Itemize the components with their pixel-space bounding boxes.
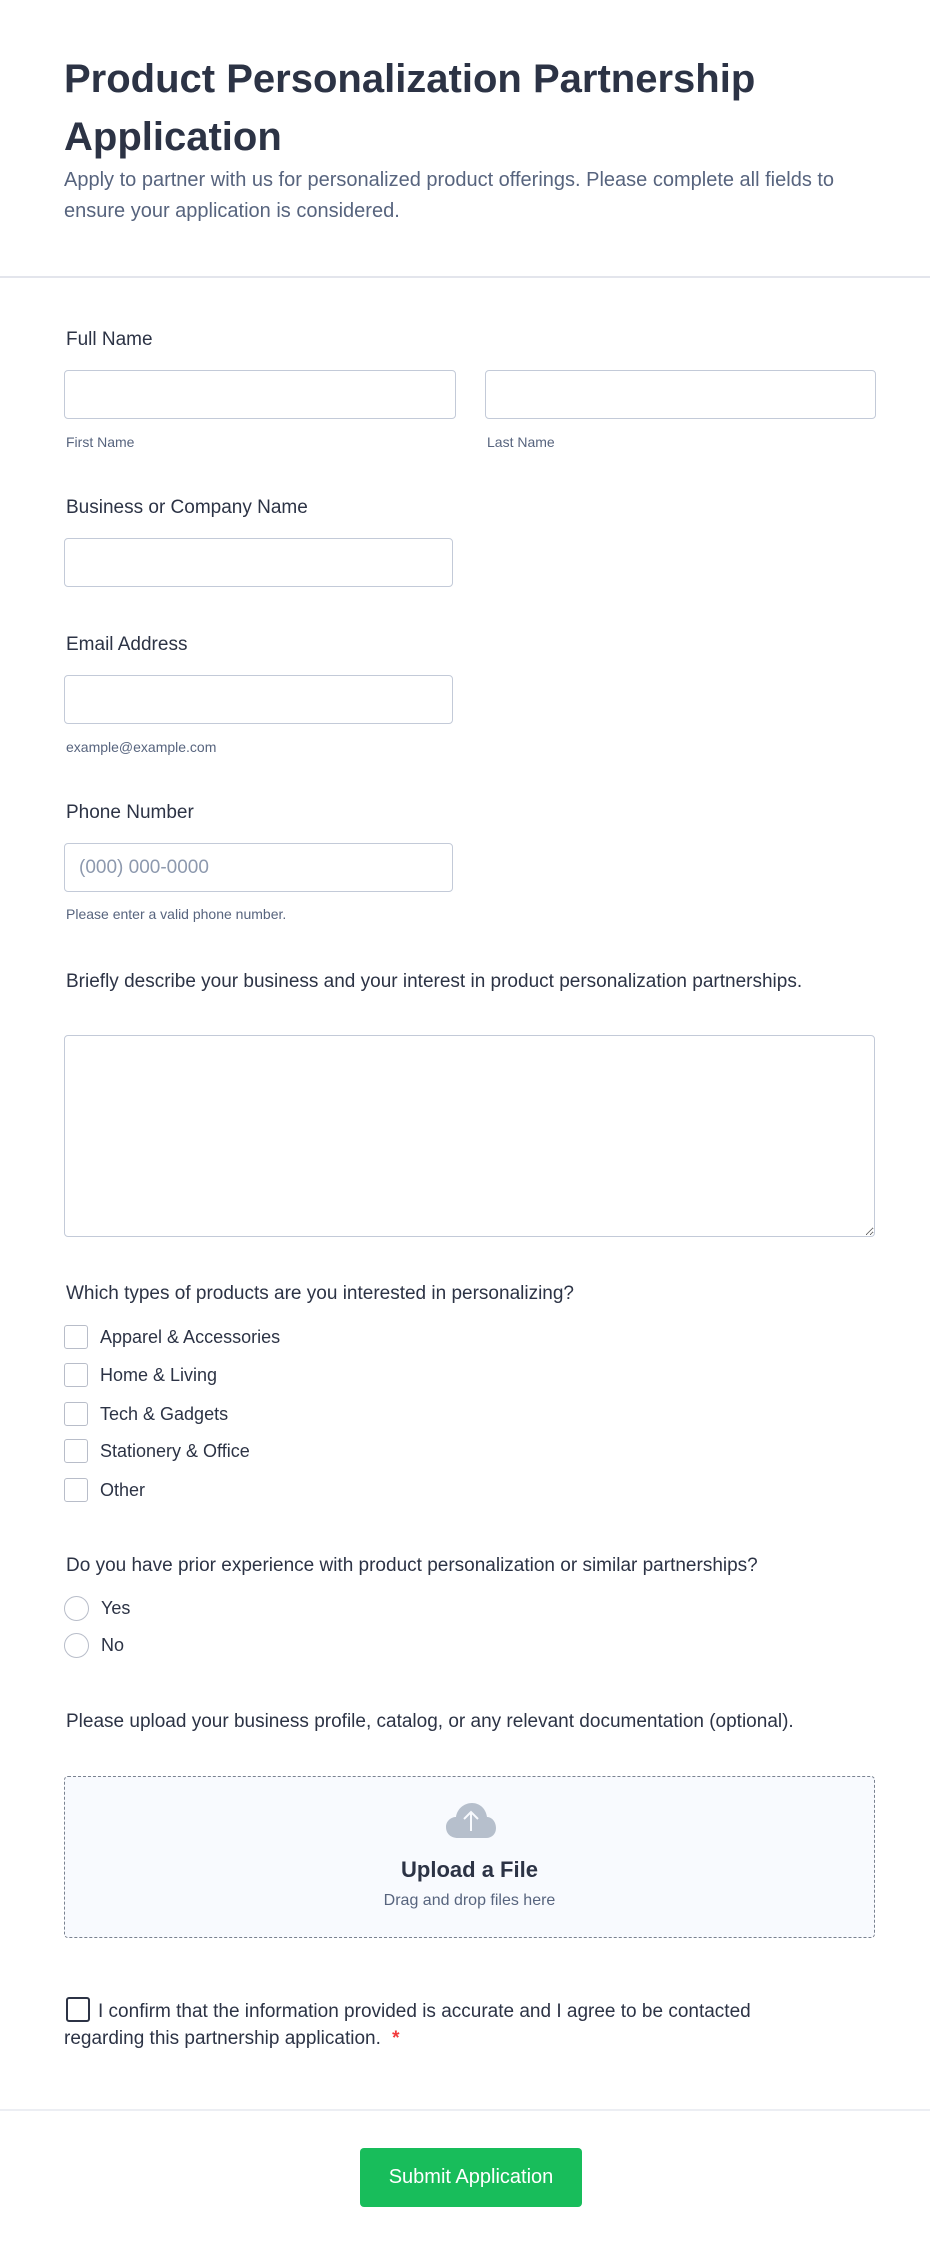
product-option-other[interactable]: Other [64, 1477, 145, 1503]
business-input[interactable] [64, 538, 453, 587]
required-mark: * [392, 2028, 400, 2049]
page-title: Product Personalization Partnership Application [64, 57, 756, 159]
products-label: Which types of products are you interested in personalizing? [66, 1283, 574, 1304]
submit-button[interactable]: Submit Application [360, 2148, 582, 2207]
header-divider [0, 276, 930, 278]
email-hint: example@example.com [66, 739, 217, 755]
page-subtitle: Apply to partner with us for personalized product offerings. Please complete all fields to ensure your application is considered. [64, 169, 835, 222]
phone-input[interactable] [64, 843, 453, 892]
phone-hint: Please enter a valid phone number. [66, 906, 287, 922]
radio[interactable] [64, 1633, 89, 1658]
checkbox[interactable] [64, 1325, 88, 1349]
confirm-label: I confirm that the information provided is accurate and I agree to be contacted regarding this partnership application. [64, 2001, 751, 2049]
checkbox[interactable] [64, 1402, 88, 1426]
last-name-sublabel: Last Name [487, 434, 555, 450]
full-name-label: Full Name [66, 329, 153, 350]
product-option-apparel[interactable]: Apparel & Accessories [64, 1324, 280, 1350]
upload-label: Please upload your business profile, catalog, or any relevant documentation (optional). [66, 1711, 794, 1732]
product-option-stationery[interactable]: Stationery & Office [64, 1438, 250, 1464]
experience-option-yes[interactable]: Yes [64, 1595, 130, 1621]
experience-option-no[interactable]: No [64, 1632, 124, 1658]
footer-divider [0, 2109, 930, 2111]
first-name-input[interactable] [64, 370, 456, 419]
email-input[interactable] [64, 675, 453, 724]
confirm-field [64, 1997, 784, 2052]
file-dropzone[interactable] [64, 1776, 875, 1938]
upload-title: Upload a File [401, 1857, 538, 1882]
email-label: Email Address [66, 634, 188, 655]
checkbox[interactable] [64, 1439, 88, 1463]
checkbox[interactable] [64, 1478, 88, 1502]
business-label: Business or Company Name [66, 497, 308, 518]
checkbox[interactable] [64, 1363, 88, 1387]
first-name-sublabel: First Name [66, 434, 135, 450]
product-option-tech[interactable]: Tech & Gadgets [64, 1401, 228, 1427]
phone-label: Phone Number [66, 802, 194, 823]
radio[interactable] [64, 1596, 89, 1621]
experience-label: Do you have prior experience with product personalization or similar partnerships? [66, 1555, 758, 1576]
upload-hint: Drag and drop files here [383, 1892, 556, 1909]
describe-textarea[interactable] [64, 1035, 875, 1237]
product-option-home[interactable]: Home & Living [64, 1362, 217, 1388]
cloud-upload-icon [446, 1803, 496, 1839]
last-name-input[interactable] [485, 370, 876, 419]
confirm-checkbox[interactable] [66, 1997, 90, 2022]
describe-label: Briefly describe your business and your interest in product personalization partnerships. [66, 971, 803, 992]
